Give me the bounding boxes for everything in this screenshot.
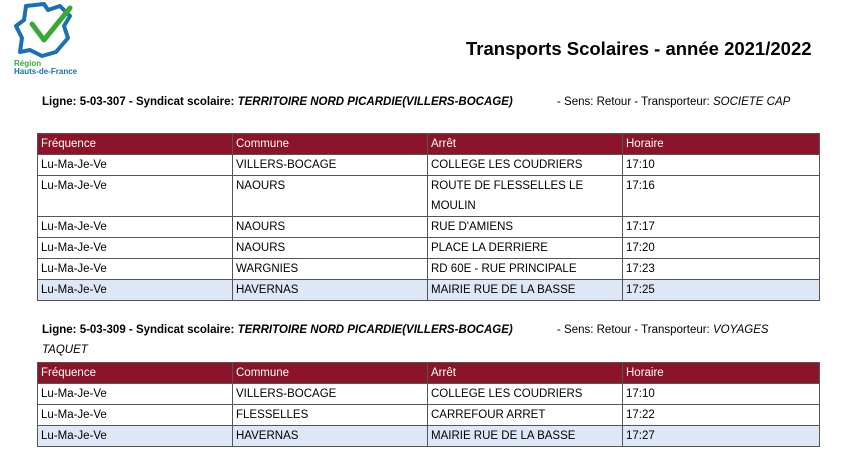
- page-title: Transports Scolaires - année 2021/2022: [466, 38, 812, 59]
- syndicat-name: TERRITOIRE NORD PICARDIE(VILLERS-BOCAGE): [237, 96, 513, 108]
- cell-arret: COLLEGE LES COUDRIERS: [428, 155, 623, 176]
- schedule-table-2: [37, 362, 820, 447]
- col-horaire: Horaire: [623, 363, 820, 384]
- table-row: [38, 155, 820, 176]
- table-row: [38, 405, 820, 426]
- cell-commune: FLESSELLES: [233, 405, 428, 426]
- france-map-heart-icon: [12, 2, 82, 60]
- cell-horaire: 17:16: [623, 176, 820, 217]
- table-row-highlighted: [38, 426, 820, 447]
- cell-commune: NAOURS: [233, 238, 428, 259]
- logo-text-region: Région: [14, 59, 42, 68]
- table-row: [38, 238, 820, 259]
- table-header-row: [38, 363, 820, 384]
- table-header-row: [38, 134, 820, 155]
- cell-horaire: 17:20: [623, 238, 820, 259]
- cell-commune: NAOURS: [233, 176, 428, 217]
- col-commune: Commune: [233, 363, 428, 384]
- cell-arret: RD 60E - RUE PRINCIPALE: [428, 259, 623, 280]
- carrier-name-continued: TAQUET: [42, 344, 88, 356]
- cell-commune: HAVERNAS: [233, 280, 428, 301]
- col-arret: Arrêt: [428, 134, 623, 155]
- line-header-2: [42, 319, 769, 356]
- cell-frequence: Lu-Ma-Je-Ve: [38, 280, 233, 301]
- cell-arret: CARREFOUR ARRET: [428, 405, 623, 426]
- cell-commune: NAOURS: [233, 217, 428, 238]
- cell-frequence: Lu-Ma-Je-Ve: [38, 384, 233, 405]
- cell-arret: COLLEGE LES COUDRIERS: [428, 384, 623, 405]
- col-frequence: Fréquence: [38, 363, 233, 384]
- line-header-1: [42, 91, 791, 113]
- cell-frequence: Lu-Ma-Je-Ve: [38, 426, 233, 447]
- cell-commune: HAVERNAS: [233, 426, 428, 447]
- table-row-highlighted: [38, 280, 820, 301]
- cell-commune: WARGNIES: [233, 259, 428, 280]
- cell-commune: VILLERS-BOCAGE: [233, 384, 428, 405]
- cell-frequence: Lu-Ma-Je-Ve: [38, 155, 233, 176]
- cell-arret: PLACE LA DERRIERE: [428, 238, 623, 259]
- col-arret: Arrêt: [428, 363, 623, 384]
- region-logo: [12, 2, 92, 76]
- logo-text-hauts-de-france: Hauts-de-France: [14, 67, 78, 76]
- cell-commune: VILLERS-BOCAGE: [233, 155, 428, 176]
- cell-frequence: Lu-Ma-Je-Ve: [38, 259, 233, 280]
- cell-horaire: 17:10: [623, 384, 820, 405]
- table-row: [38, 176, 820, 217]
- syndicat-name: TERRITOIRE NORD PICARDIE(VILLERS-BOCAGE): [237, 324, 513, 336]
- cell-horaire: 17:10: [623, 155, 820, 176]
- cell-frequence: Lu-Ma-Je-Ve: [38, 217, 233, 238]
- sens-transporteur: - Sens: Retour - Transporteur: SOCIETE CAP: [557, 96, 791, 108]
- table-row: [38, 384, 820, 405]
- cell-arret: MAIRIE RUE DE LA BASSE: [428, 426, 623, 447]
- cell-horaire: 17:25: [623, 280, 820, 301]
- cell-horaire: 17:17: [623, 217, 820, 238]
- table-row: [38, 259, 820, 280]
- line-label: Ligne: 5-03-307 - Syndicat scolaire:: [42, 96, 235, 108]
- line-label: Ligne: 5-03-309 - Syndicat scolaire:: [42, 324, 235, 336]
- schedule-table-1: [37, 133, 820, 301]
- cell-frequence: Lu-Ma-Je-Ve: [38, 176, 233, 217]
- col-commune: Commune: [233, 134, 428, 155]
- cell-frequence: Lu-Ma-Je-Ve: [38, 405, 233, 426]
- carrier-name: SOCIETE CAP: [712, 96, 791, 108]
- cell-arret: MAIRIE RUE DE LA BASSE: [428, 280, 623, 301]
- sens-transporteur: - Sens: Retour - Transporteur: VOYAGES: [557, 324, 769, 336]
- cell-horaire: 17:23: [623, 259, 820, 280]
- cell-arret: ROUTE DE FLESSELLES LE MOULIN: [428, 176, 623, 217]
- col-frequence: Fréquence: [38, 134, 233, 155]
- cell-arret: RUE D'AMIENS: [428, 217, 623, 238]
- col-horaire: Horaire: [623, 134, 820, 155]
- carrier-name: VOYAGES: [712, 324, 769, 336]
- cell-horaire: 17:22: [623, 405, 820, 426]
- cell-horaire: 17:27: [623, 426, 820, 447]
- cell-frequence: Lu-Ma-Je-Ve: [38, 238, 233, 259]
- table-row: [38, 217, 820, 238]
